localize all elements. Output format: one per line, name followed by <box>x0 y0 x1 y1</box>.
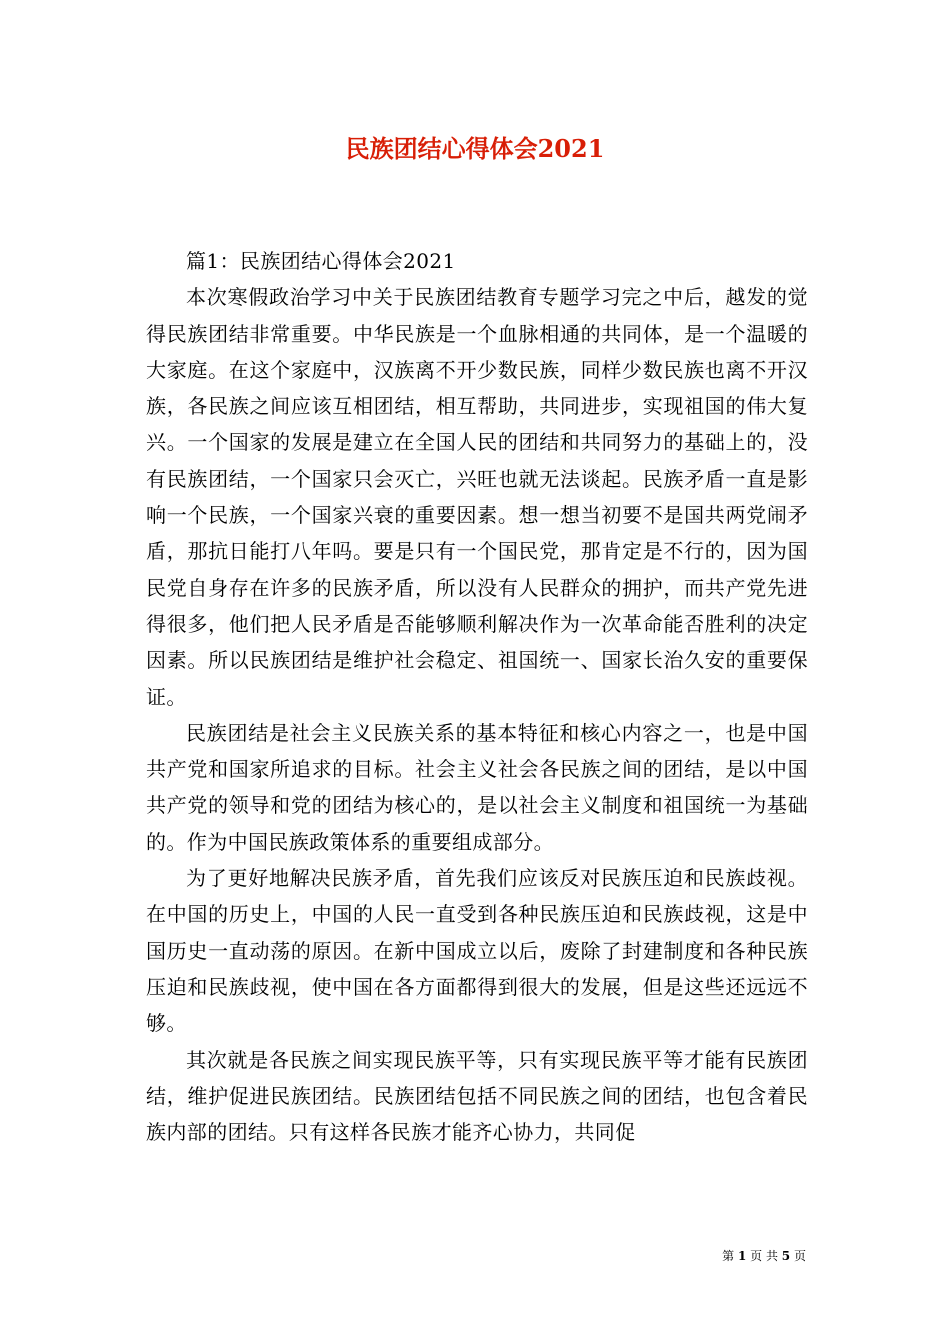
document-title: 民族团结心得体会2021 <box>345 134 605 163</box>
footer-prefix: 第 <box>722 1249 735 1263</box>
current-page-number: 1 <box>737 1249 747 1263</box>
total-pages-number: 5 <box>781 1249 791 1263</box>
paragraph: 其次就是各民族之间实现民族平等，只有实现民族平等才能有民族团结，维护促进民族团结。民族团结包括不同民族之间的团结，也包含着民族内部的团结。只有这样各民族才能齐心协力，共同促 <box>146 1047 808 1145</box>
paragraph: 本次寒假政治学习中关于民族团结教育专题学习完之中后，越发的觉得民族团结非常重要。中华民族是一个血脉相通的共同体，是一个温暖的大家庭。在这个家庭中，汉族离不开少数民族，同样少数民族也离不开汉族，各民族之间应该互相团结，相互帮助，共同进步，实现祖国的伟大复兴。一个国家的发展是建立在全国人民的团结和共同努力的基础上的，没有民族团结，一个国家只会灭亡，兴旺也就无法谈起。民族矛盾一直是影响一个民族，一个国家兴衰的重要因素。想一想当初要不是国共两党闹矛盾，那抗日能打八年吗。要是只有一个国民党，那肯定是不行的，因为国民党自身存在许多的民族矛盾，所以没有人民群众的拥护，而共产党先进得很多，他们把人民矛盾是否能够顺利解决作为一次革命能否胜利的决定因素。所以民族团结是维护社会稳定、祖国统一、国家长治久安的重要保证。 <box>146 285 808 709</box>
footer-middle: 页 共 <box>750 1249 778 1263</box>
section-heading: 篇1：民族团结心得体会2021 <box>186 249 456 273</box>
document-body <box>146 243 808 1150</box>
page-footer <box>722 1248 806 1264</box>
paragraph: 民族团结是社会主义民族关系的基本特征和核心内容之一，也是中国共产党和国家所追求的目标。社会主义社会各民族之间的团结，是以中国共产党的领导和党的团结为核心的，是以社会主义制度和祖国统一为基础的。作为中国民族政策体系的重要组成部分。 <box>146 720 808 854</box>
paragraph: 为了更好地解决民族矛盾，首先我们应该反对民族压迫和民族歧视。在中国的历史上，中国的人民一直受到各种民族压迫和民族歧视，这是中国历史一直动荡的原因。在新中国成立以后，废除了封建制度和各种民族压迫和民族歧视，使中国在各方面都得到很大的发展，但是这些还远远不够。 <box>146 866 808 1036</box>
footer-suffix: 页 <box>793 1249 806 1263</box>
